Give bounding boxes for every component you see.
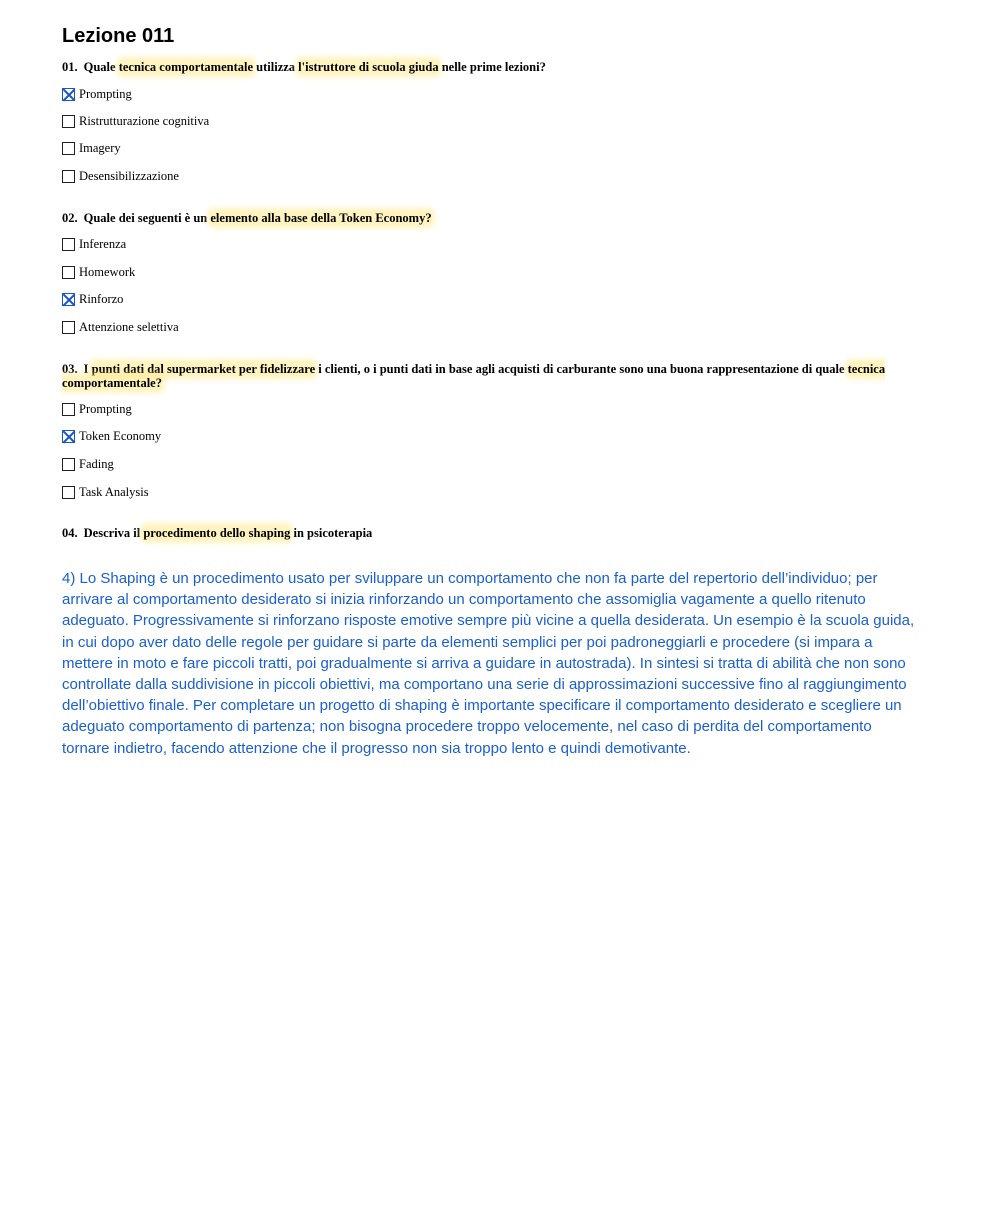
option-rinforzo[interactable] — [62, 291, 123, 307]
question-number: 03. — [62, 362, 78, 376]
checkbox[interactable] — [62, 458, 75, 471]
question-text: i clienti, o i punti dati in base agli acquisti di carburante sono una buona rappresentazione di quale — [315, 362, 848, 376]
option-label: Prompting — [79, 86, 132, 101]
option-label: Token Economy — [79, 428, 162, 443]
option-prompting[interactable] — [62, 401, 132, 417]
question-text: I — [83, 362, 92, 376]
question-text: in psicoterapia — [290, 526, 373, 540]
highlighted-text: tecnica comportamentale — [118, 60, 254, 74]
option-imagery[interactable] — [62, 140, 121, 156]
option-label: Imagery — [79, 140, 121, 155]
question-4 — [62, 526, 922, 540]
checkbox[interactable] — [62, 266, 75, 279]
checkbox-checked[interactable] — [62, 430, 75, 443]
question-number: 02. — [62, 211, 78, 225]
question-text: nelle prime lezioni? — [438, 60, 546, 74]
checkbox-checked[interactable] — [62, 293, 75, 306]
checkbox[interactable] — [62, 115, 75, 128]
question-text: Quale — [83, 60, 119, 74]
highlighted-text: punti dati dal supermarket per fidelizzare — [91, 362, 316, 376]
answer-text: 4) Lo Shaping è un procedimento usato per sviluppare un comportamento che non fa parte del repertorio dell’individuo; per arrivare al comportamento desiderato si inizia rinforzando un comportamento che assomiglia vagamente a quello ritenuto adeguato. Progressivamente si rinforzano risposte emotive sempre più vicine a quella desiderata. Un esempio è la scuola guida, in cui dopo aver dato delle regole per guidare si parte da elementi semplici per poi padroneggiarli e procedere (si impara a mettere in moto e fare piccoli tratti, poi gradualmente si arriva a guidare in autostrada). In sintesi si tratta di abilità che non sono controllate dalla suddivisione in piccoli obiettivi, ma comportano una serie di approssimazioni successive fino al raggiungimento dell’obiettivo finale. Per completare un progetto di shaping è importante specificare il comportamento desiderato e scegliere un adeguato comportamento di partenza; non bisogna procedere troppo velocemente, nel caso di perdita del comportamento tornare indietro, facendo attenzione che il progresso non sia troppo lento e quindi demotivante. — [62, 570, 915, 757]
option-label: Task Analysis — [79, 484, 149, 499]
checkbox[interactable] — [62, 142, 75, 155]
question-2 — [62, 211, 922, 225]
option-task-analysis[interactable] — [62, 484, 149, 500]
highlighted-text: tecnica comportamentale? — [62, 362, 886, 390]
highlighted-text: l'istruttore di scuola giuda — [298, 60, 439, 74]
checkbox-checked[interactable] — [62, 88, 75, 101]
question-number: 04. — [62, 526, 78, 540]
option-ristrutturazione-cognitiva[interactable] — [62, 113, 209, 129]
option-label: Prompting — [79, 401, 132, 416]
checkbox[interactable] — [62, 403, 75, 416]
option-label: Homework — [79, 264, 136, 279]
checkbox[interactable] — [62, 238, 75, 251]
question-number: 01. — [62, 60, 78, 74]
question-text: Descriva il — [83, 526, 144, 540]
question-text: Quale dei seguenti è un — [83, 211, 211, 225]
option-attenzione-selettiva[interactable] — [62, 319, 179, 335]
checkbox[interactable] — [62, 170, 75, 183]
option-label: Rinforzo — [79, 291, 124, 306]
option-prompting[interactable] — [62, 86, 132, 102]
page-title: Lezione 011 — [62, 25, 175, 47]
option-label: Desensibilizzazione — [79, 168, 179, 183]
question-1 — [62, 60, 922, 74]
option-label: Attenzione selettiva — [79, 319, 179, 334]
checkbox[interactable] — [62, 321, 75, 334]
option-token-economy[interactable] — [62, 428, 161, 444]
checkbox[interactable] — [62, 486, 75, 499]
highlighted-text: procedimento dello shaping — [143, 526, 291, 540]
option-desensibilizzazione[interactable] — [62, 168, 179, 184]
option-inferenza[interactable] — [62, 236, 126, 252]
option-label: Fading — [79, 456, 114, 471]
option-label: Ristrutturazione cognitiva — [79, 113, 210, 128]
option-label: Inferenza — [79, 236, 127, 251]
question-text: utilizza — [253, 60, 299, 74]
highlighted-text: elemento alla base della Token Economy? — [210, 211, 432, 225]
option-homework[interactable] — [62, 264, 135, 280]
question-3 — [62, 362, 922, 390]
option-fading[interactable] — [62, 456, 114, 472]
